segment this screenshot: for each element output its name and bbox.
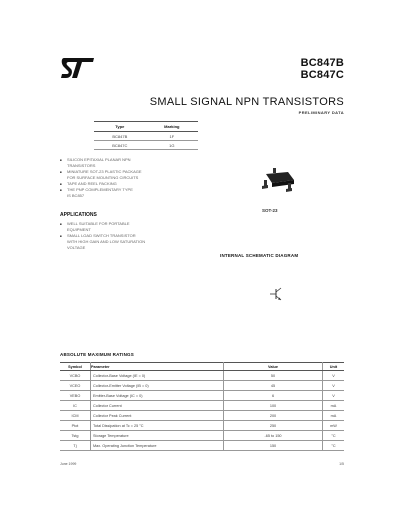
type-header: Type: [94, 122, 146, 132]
value-cell: 200: [224, 411, 323, 421]
unit-cell: °C: [323, 431, 345, 441]
unit-cell: V: [323, 371, 345, 381]
symbol-cell: VCEO: [60, 381, 91, 391]
list-item: IS BC857: [67, 193, 85, 198]
list-item: FOR SURFACE MOUNTING CIRCUITS: [67, 175, 139, 180]
list-item: WITH HIGH GAIN AND LOW SATURATION: [67, 239, 146, 244]
table-row: [60, 381, 344, 391]
list-item: TRANSISTORS: [67, 163, 96, 168]
parameter-cell: Max. Operating Junction Temperature: [91, 441, 224, 451]
symbol-cell: ICM: [60, 411, 91, 421]
parameter-cell: Storage Temperature: [91, 431, 224, 441]
list-item: VOLTAGE: [67, 245, 86, 250]
applications-list: [60, 221, 200, 251]
applications-heading: APPLICATIONS: [60, 212, 97, 218]
value-cell: 50: [224, 371, 323, 381]
value-cell: 45: [224, 381, 323, 391]
symbol-cell: IC: [60, 401, 91, 411]
npn-transistor-symbol-icon: [270, 284, 286, 304]
type-cell: BC847C: [94, 141, 146, 150]
parameter-header: Parameter: [91, 363, 224, 371]
marking-cell: 1G: [146, 141, 198, 150]
table-row: [60, 441, 344, 451]
unit-cell: °C: [323, 441, 345, 451]
value-cell: 150: [224, 441, 323, 451]
absolute-maximum-ratings-table: [60, 362, 344, 451]
symbol-cell: Ptot: [60, 421, 91, 431]
package-label: SOT-23: [262, 208, 278, 213]
table-row: [60, 411, 344, 421]
unit-cell: V: [323, 391, 345, 401]
part-number-2: BC847C: [300, 69, 344, 81]
sot23-package-icon: [258, 166, 300, 192]
list-item: ■ TAPE AND REEL PACKING: [60, 181, 180, 187]
parameter-cell: Total Dissipation at Tc = 25 °C: [91, 421, 224, 431]
unit-header: Unit: [323, 363, 345, 371]
list-item: EQUIPMENT: [67, 227, 91, 232]
list-item: ■ MINIATURE SOT-23 PLASTIC PACKAGE: [60, 169, 180, 175]
symbol-header: Symbol: [60, 363, 91, 371]
page-number: 1/5: [339, 462, 344, 466]
value-cell: -65 to 150: [224, 431, 323, 441]
ratings-title: ABSOLUTE MAXIMUM RATINGS: [60, 352, 134, 357]
table-row: [60, 421, 344, 431]
symbol-cell: Tj: [60, 441, 91, 451]
value-header: Value: [224, 363, 323, 371]
parameter-cell: Collector Peak Current: [91, 411, 224, 421]
symbol-cell: Tstg: [60, 431, 91, 441]
status-label: PRELIMINARY DATA: [298, 110, 344, 115]
table-row: [94, 141, 198, 150]
type-marking-table: [94, 121, 198, 150]
type-cell: BC847B: [94, 132, 146, 141]
parameter-cell: Collector Current: [91, 401, 224, 411]
schematic-title: INTERNAL SCHEMATIC DIAGRAM: [220, 253, 299, 258]
unit-cell: mA: [323, 401, 345, 411]
part-number-1: BC847B: [300, 57, 344, 69]
list-item: ■ THE PNP COMPLEMENTARY TYPE: [60, 187, 180, 193]
value-cell: 250: [224, 421, 323, 431]
value-cell: 6: [224, 391, 323, 401]
table-row: [60, 401, 344, 411]
parameter-cell: Collector-Base Voltage (IE = 0): [91, 371, 224, 381]
table-row: [94, 132, 198, 141]
table-row: [60, 431, 344, 441]
list-item: ■ SILICON EPITAXIAL PLANAR NPN: [60, 157, 180, 163]
list-item: ■ WELL SUITABLE FOR PORTABLE: [60, 221, 200, 227]
marking-cell: 1F: [146, 132, 198, 141]
parameter-cell: Emitter-Base Voltage (IC = 0): [91, 391, 224, 401]
footer-date: June 1999: [60, 462, 77, 466]
unit-cell: mA: [323, 411, 345, 421]
table-row: [60, 371, 344, 381]
st-logo-icon: [60, 57, 96, 79]
table-row: [60, 391, 344, 401]
unit-cell: mW: [323, 421, 345, 431]
symbol-cell: VCBO: [60, 371, 91, 381]
unit-cell: V: [323, 381, 345, 391]
symbol-cell: VEBO: [60, 391, 91, 401]
parameter-cell: Collector-Emitter Voltage (IB = 0): [91, 381, 224, 391]
features-list: [60, 157, 180, 199]
list-item: ■ SMALL LOAD SWITCH TRANSISTOR: [60, 233, 200, 239]
marking-header: Marking: [146, 122, 198, 132]
document-title: SMALL SIGNAL NPN TRANSISTORS: [149, 96, 344, 108]
value-cell: 100: [224, 401, 323, 411]
